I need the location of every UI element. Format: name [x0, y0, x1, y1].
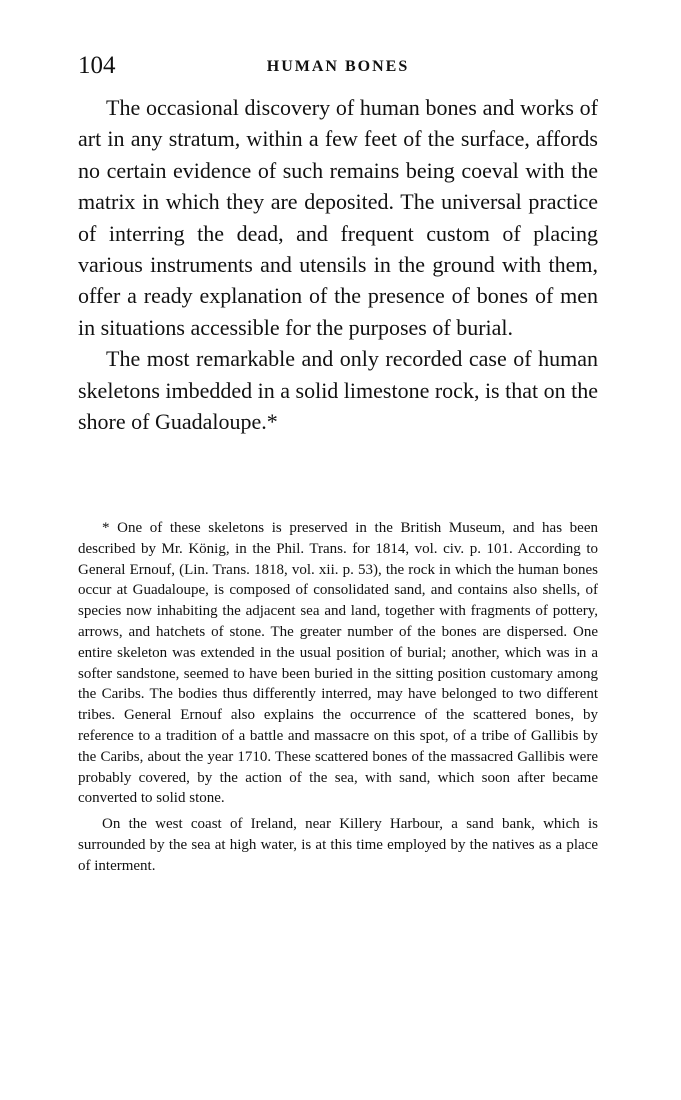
page-number: 104 — [78, 52, 116, 79]
running-head: HUMAN BONES — [266, 58, 410, 75]
footnote-continuation: On the west coast of Ireland, near Killery Harbour, a sand bank, which is surrounded by the sea at high water, is at this time employed by the natives as a place of interment. — [78, 816, 598, 874]
paragraph: The most remarkable and only recorded case of human skeletons imbedded in a solid limestone rock, is that on the shore of Guadaloupe.* — [78, 346, 598, 435]
footnotes — [78, 518, 598, 877]
page-header — [78, 52, 598, 82]
main-text — [78, 92, 598, 437]
footnote: * One of these skeletons is preserved in the British Museum, and has been described by Mr. König, in the Phil. Trans. for 1814, vol. civ. p. 101. According to General Ernouf, (Lin. Trans. 1818, vol. xii. p. 53), the rock in which the human bones occur at Guadaloupe, is composed of consolidated sand, and contains also shells, of species now inhabiting the adjacent sea and land, together with fragments of pottery, arrows, and hatchets of stone. The greater number of the bones are dispersed. One entire skeleton was extended in the usual position of burial; another, which was in a softer sandstone, seemed to have been buried in the sitting position customary among the Caribs. The bodies thus differently interred, may have belonged to two different tribes. General Ernouf also explains the occurrence of the scattered bones, by reference to a tradition of a battle and massacre on this spot, of a tribe of Gallibis by the Caribs, about the year 1710. These scattered bones of the massacred Gallibis were probably covered, by the action of the sea, with sand, which soon after became converted to solid stone. — [78, 520, 598, 807]
paragraph: The occasional discovery of human bones and works of art in any stratum, within a few feet of the surface, affords no certain evidence of such remains being coeval with the matrix in which they are deposited. The universal practice of interring the dead, and frequent custom of placing various instruments and utensils in the ground with them, offer a ready explanation of the presence of bones of men in situations accessible for the purposes of burial. — [78, 95, 598, 340]
